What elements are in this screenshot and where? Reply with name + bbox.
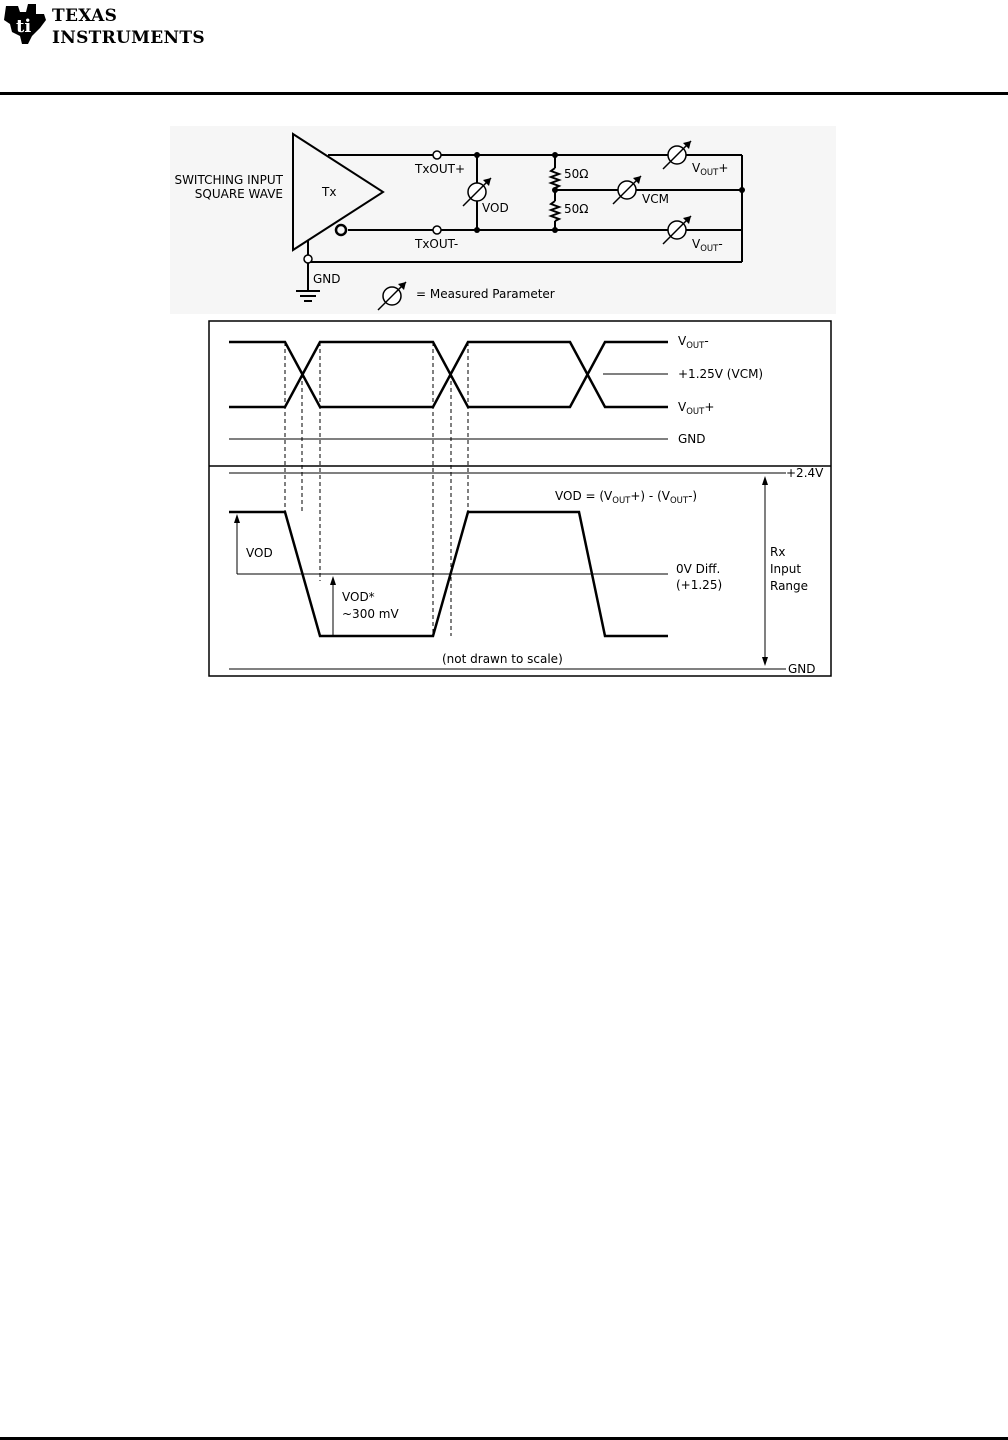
legend-text: = Measured Parameter [416,287,555,301]
vod-star-label-1: VOD* [342,590,375,604]
lvds-figure [170,126,836,682]
ti-state-icon [2,2,48,46]
gnd-terminal [304,255,312,263]
resistor-top-label: 50Ω [564,167,589,181]
txout-minus-label: TxOUT- [415,237,459,251]
input-label-line1: SWITCHING INPUT [174,173,283,187]
header-rule [0,92,1008,95]
logo-line-1: TEXAS [52,6,118,26]
vcm-meter-label: VCM [642,192,669,206]
vod-formula: VOD = $(V_{OUT}+) - (V_{OUT}-)$ [555,489,698,506]
vout-plus-meter-label: $V_{OUT}+$ [692,161,729,178]
zero-diff-label-1: 0V Diff. [676,562,721,576]
bottom-gnd-label: GND [788,662,816,676]
logo-line-2: INSTRUMENTS [52,28,205,48]
rx-label-2: Input [770,562,802,576]
resistor-bottom-label: 50Ω [564,202,589,216]
driver-label: Tx [322,185,337,199]
top-vout-plus-label: $V_{OUT}+$ [678,400,715,417]
vod-label: VOD [246,546,273,560]
lvds-diagram [170,126,836,682]
vod-star-label-2: ~300 mV [342,607,399,621]
not-to-scale-note: (not drawn to scale) [442,652,563,666]
ti-logo [2,2,205,50]
txout-plus-terminal [433,151,441,159]
rx-label-1: Rx [770,545,786,559]
top-vout-minus-label: $V_{OUT}-$ [678,334,709,351]
zero-diff-label-2: (+1.25) [676,578,723,592]
vod-meter-label: VOD [482,201,509,215]
gnd-label: GND [313,272,341,286]
svg-text:ti: ti [16,16,32,37]
input-label-line2: SQUARE WAVE [194,187,283,201]
txout-minus-terminal [433,226,441,234]
top-gnd-label: GND [678,432,706,446]
rx-label-3: Range [770,579,809,593]
top-rail-label: +2.4V [786,466,824,480]
vout-minus-meter-label: $V_{OUT}-$ [692,237,723,254]
vcm-level-label: +1.25V (VCM) [678,367,764,381]
txout-plus-label: TxOUT+ [415,162,466,176]
